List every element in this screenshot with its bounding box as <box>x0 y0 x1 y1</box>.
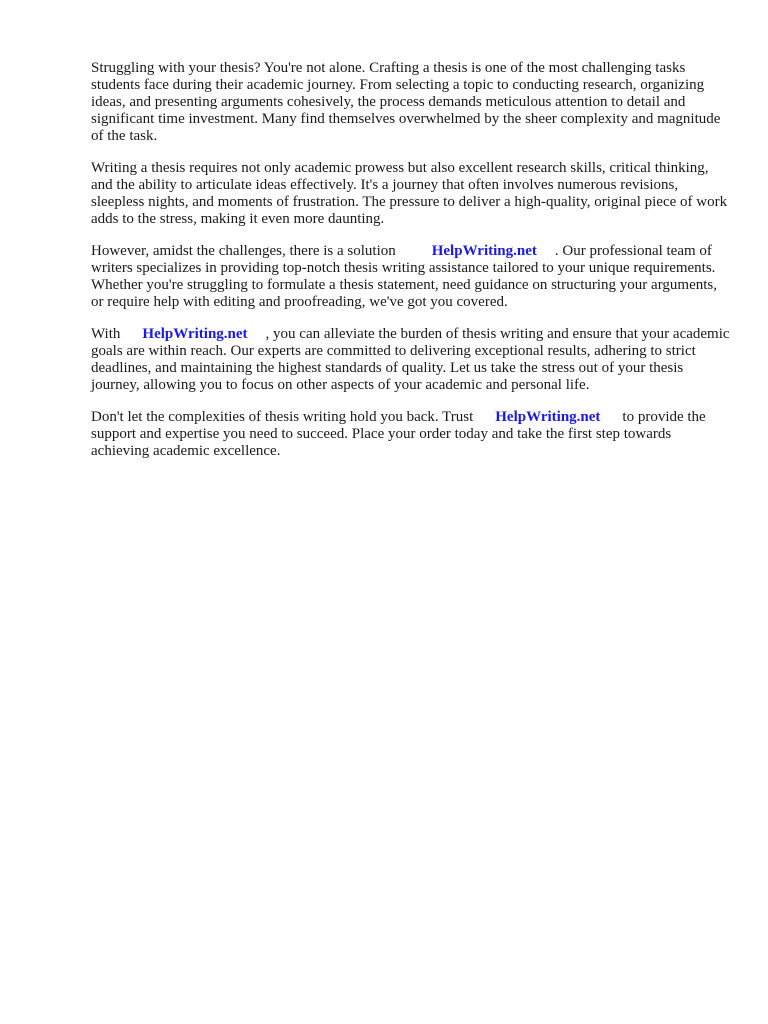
helpwriting-link[interactable]: HelpWriting.net <box>495 409 601 425</box>
paragraph-text-after: to provide the support and expertise you need to succeed. Place your order today and take the first step towards achieving academic excellence. <box>91 409 706 459</box>
paragraph-text: Struggling with your thesis? You're not alone. Crafting a thesis is one of the most challenging tasks students face during their academic journey. From selecting a topic to conducting research, organizing ideas, and presenting arguments cohesively, the process demands meticulous attention to detail and significant time investment. Many find themselves overwhelmed by the sheer complexity and magnitude of the task. <box>91 60 721 144</box>
paragraph-intro <box>91 60 731 145</box>
paragraph-challenges <box>91 160 731 228</box>
helpwriting-link[interactable]: HelpWriting.net <box>431 243 537 259</box>
helpwriting-link[interactable]: HelpWriting.net <box>142 326 248 342</box>
document-body <box>91 60 731 475</box>
paragraph-call-to-action <box>91 409 731 460</box>
paragraph-benefits <box>91 326 731 394</box>
paragraph-text-before: However, amidst the challenges, there is a solution <box>91 243 396 259</box>
paragraph-text: Writing a thesis requires not only academic prowess but also excellent research skills, critical thinking, and the ability to articulate ideas effectively. It's a journey that often involves numerous revisions, sleepless nights, and moments of frustration. The pressure to deliver a high-quality, original piece of work adds to the stress, making it even more daunting. <box>91 160 728 227</box>
paragraph-text-after: . Our professional team of writers specializes in providing top-notch thesis writing assistance tailored to your unique requirements. Whether you're struggling to formulate a thesis statement, need guidance on structuring your arguments, or require help with editing and proofreading, we've got you covered. <box>91 243 718 310</box>
paragraph-text-after: , you can alleviate the burden of thesis writing and ensure that your academic goals are within reach. Our experts are committed to delivering exceptional results, adhering to strict deadlines, and maintaining the highest standards of quality. Let us take the stress out of your thesis journey, allowing you to focus on other aspects of your academic and personal life. <box>91 326 730 393</box>
paragraph-text-before: With <box>91 326 121 342</box>
paragraph-solution <box>91 243 731 311</box>
paragraph-text-before: Don't let the complexities of thesis writing hold you back. Trust <box>91 409 474 425</box>
